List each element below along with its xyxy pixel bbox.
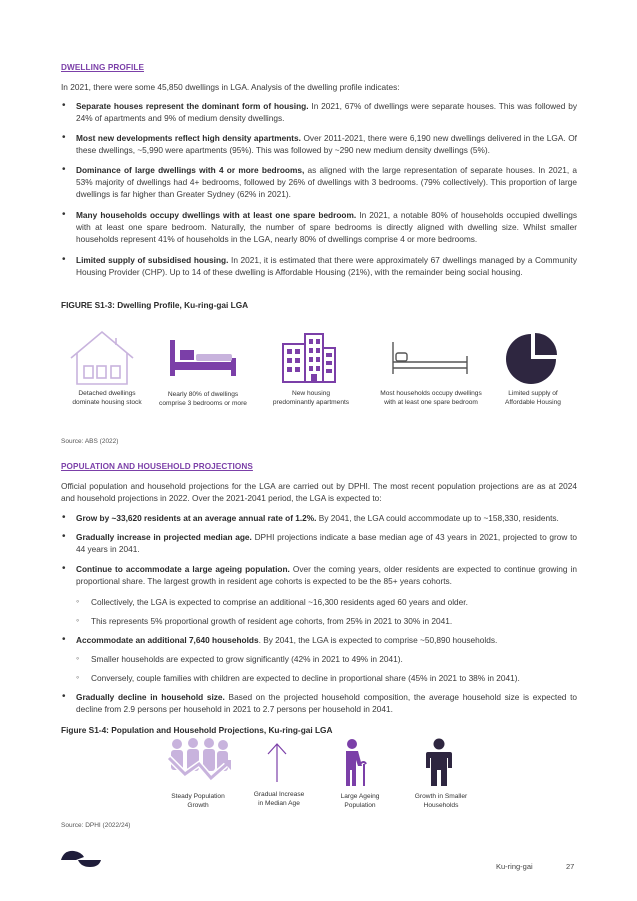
arrow-up-icon — [265, 742, 289, 784]
dwelling-caption-5: Limited supply of Affordable Housing — [505, 390, 561, 406]
population-sub-3: ◦ Smaller households are expected to grow significantly (42% in 2021 to 49% in 2041). — [76, 653, 576, 665]
dwelling-bullet-5: • Limited supply of subsidised housing. In 2021, it is estimated that there were approximately 67 dwellings managed by a Community Housing Provider (CHP). Up to 14 of these dwelling is Affordable Housing (21%), with the remainder being social housing. — [61, 254, 577, 278]
population-source: Source: DPHI (2022/24) — [61, 822, 131, 829]
population-caption-4: Growth in Smaller Households — [414, 793, 468, 809]
population-bullet-1: • Grow by ~33,620 residents at an average annual rate of 1.2%. By 2041, the LGA could accommodate up to ~158,330, residents. — [61, 512, 577, 524]
dwelling-bullet-4: • Many households occupy dwellings with at least one spare bedroom. In 2021, a notable 80% of households occupied dwellings with at least one spare bedroom. Naturally, the number of spare bedrooms is directly aligned with dwelling size. Whilst smaller households represent 41% of households in the LGA, nearly 80% of dwellings comprise 4 or more bedrooms. — [61, 209, 577, 245]
population-bullet-2: • Gradually increase in projected median age. DPHI projections indicate a base median age of 43 years in 2021, projected to grow to 44 years in 2041. — [61, 531, 577, 555]
dwelling-caption-4: Most households occupy dwellings with at least one spare bedroom — [380, 390, 482, 406]
dwelling-caption-3: New housing predominantly apartments — [272, 390, 350, 406]
dwelling-heading: DWELLING PROFILE — [61, 63, 145, 72]
population-intro: Official population and household projections for the LGA are carried out by DPHI. The most recent population projections are as at 2024 and household projections in 2022. Over the 2021-2041 period, the LGA is expected to: — [61, 481, 577, 504]
empty-bed-icon — [390, 340, 470, 376]
population-sub-1: ◦ Collectively, the LGA is expected to comprise an additional ~16,300 residents aged 60 years and older. — [76, 596, 576, 608]
dwelling-source: Source: ABS (2022) — [61, 438, 119, 445]
page-number: 27 — [566, 862, 575, 871]
dwelling-bullet-2: • Most new developments reflect high density apartments. Over 2011-2021, there were 6,190 new dwellings delivered in the LGA. Of these dwellings, ~5,990 were apartments (95%). This was followed by ~290 new medium density dwellings (5%). — [61, 132, 577, 156]
house-icon — [67, 328, 137, 386]
figure-s1-3-title: FIGURE S1-3: Dwelling Profile, Ku-ring-gai LGA — [61, 300, 249, 310]
population-growth-icon — [165, 738, 233, 790]
population-caption-3: Large Ageing Population — [340, 793, 380, 809]
footer-name: Ku-ring-gai — [496, 862, 533, 871]
elderly-person-icon — [338, 738, 378, 788]
population-caption-1: Steady Population Growth — [171, 793, 225, 809]
population-bullet-3: • Continue to accommodate a large ageing population. Over the coming years, older residents are expected to continue growing in proportional share. The largest growth in resident age cohorts is expected to be the 85+ years cohorts. — [61, 563, 577, 587]
dwelling-caption-1: Detached dwellings dominate housing stock — [72, 390, 142, 406]
dwelling-caption-2: Nearly 80% of dwellings comprise 3 bedrooms or more — [159, 391, 247, 407]
dwelling-bullet-1: • Separate houses represent the dominant form of housing. In 2021, 67% of dwellings were separate houses. This was followed by 24% of apartments and 9% of medium density dwellings. — [61, 100, 577, 124]
figure-s1-4-title: Figure S1-4: Population and Household Projections, Ku-ring-gai LGA — [61, 725, 333, 735]
bed-icon — [168, 338, 240, 378]
footer-logo — [60, 848, 102, 868]
population-bullet-4: • Accommodate an additional 7,640 households. By 2041, the LGA is expected to comprise ~50,890 households. — [61, 634, 577, 646]
apartments-icon — [280, 330, 338, 384]
population-caption-2: Gradual Increase in Median Age — [253, 791, 305, 807]
dwelling-bullet-3: • Dominance of large dwellings with 4 or more bedrooms, as aligned with the large representation of separate houses. In 2021, a 53% majority of dwellings had 4+ bedrooms, followed by 26% of dwellings with 3 bedrooms. (79% collectively). This proportion of large dwellings is far higher than Greater Sydney (62% in 2021). — [61, 164, 577, 200]
pie-icon — [503, 332, 563, 386]
population-sub-4: ◦ Conversely, couple families with children are expected to decline in proportional share (45% in 2021 to 38% in 2041). — [76, 672, 576, 684]
dwelling-intro: In 2021, there were some 45,850 dwellings in LGA. Analysis of the dwelling profile indicates: — [61, 82, 400, 92]
population-sub-2: ◦ This represents 5% proportional growth of resident age cohorts, from 25% in 2021 to 30% in 2041. — [76, 615, 576, 627]
population-bullet-5: • Gradually decline in household size. Based on the projected household composition, the average household size is expected to decline from 2.9 persons per household in 2021 to 2.7 persons per household in 2041. — [61, 691, 577, 715]
population-heading: POPULATION AND HOUSEHOLD PROJECTIONS — [61, 462, 253, 471]
single-person-icon — [424, 738, 454, 788]
